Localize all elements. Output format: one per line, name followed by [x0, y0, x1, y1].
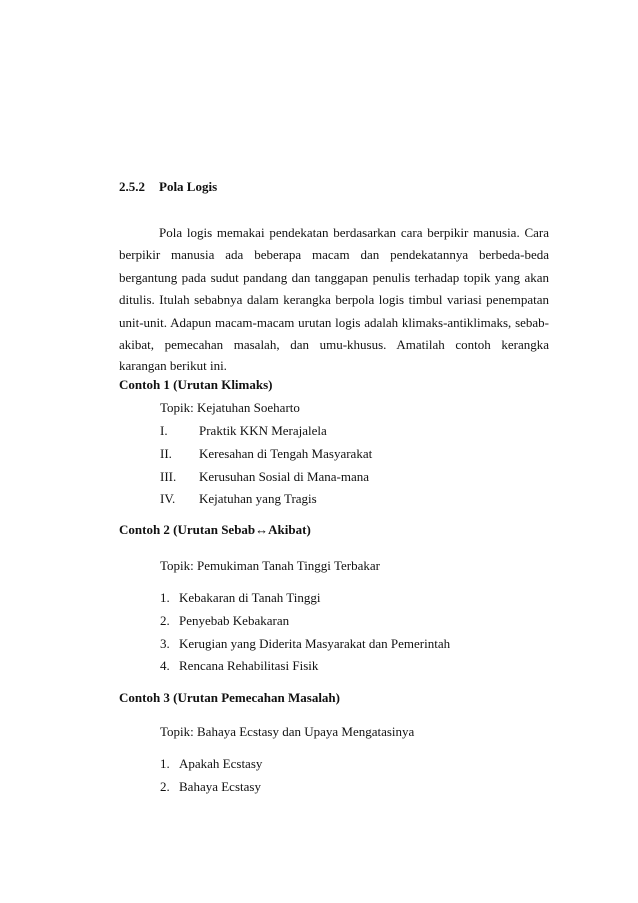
example2-item-number: 3.: [160, 636, 170, 651]
example3-item-number: 2.: [160, 779, 170, 794]
example1-item-number: III.: [160, 469, 177, 484]
example2-item-text: Penyebab Kebakaran: [179, 613, 290, 628]
paragraph-line: akibat, pemecahan masalah, dan umu-khusus. Amatilah contoh kerangka: [119, 337, 549, 352]
example3-item-text: Apakah Ecstasy: [179, 756, 263, 771]
example1-item-number: IV.: [160, 491, 176, 506]
example1-heading: Contoh 1 (Urutan Klimaks): [119, 377, 273, 392]
example3-item-text: Bahaya Ecstasy: [179, 779, 261, 794]
example1-topic: Topik: Kejatuhan Soeharto: [160, 400, 300, 415]
example2-topic: Topik: Pemukiman Tanah Tinggi Terbakar: [160, 558, 380, 573]
paragraph-line: ditulis. Itulah sebabnya dalam kerangka berpola logis timbul variasi penempatan: [119, 292, 549, 307]
example2-item-text: Rencana Rehabilitasi Fisik: [179, 658, 319, 673]
paragraph-line: berpikir manusia ada beberapa macam dan pendekatannya berbeda-beda: [119, 247, 549, 262]
example2-item-number: 1.: [160, 590, 170, 605]
example1-item-text: Praktik KKN Merajalela: [199, 423, 327, 438]
section-heading: [119, 179, 217, 195]
example1-item-text: Kejatuhan yang Tragis: [199, 491, 317, 506]
section-title: Pola Logis: [159, 179, 218, 194]
example2-item-number: 2.: [160, 613, 170, 628]
example3-topic: Topik: Bahaya Ecstasy dan Upaya Mengatasinya: [160, 724, 415, 739]
example2-heading: Contoh 2 (Urutan Sebab↔Akibat): [119, 522, 311, 537]
paragraph-line: unit-unit. Adapun macam-macam urutan logis adalah klimaks-antiklimaks, sebab-: [119, 315, 549, 330]
example3-heading: Contoh 3 (Urutan Pemecahan Masalah): [119, 690, 340, 705]
example3-item-number: 1.: [160, 756, 170, 771]
example2-item-text: Kerugian yang Diderita Masyarakat dan Pemerintah: [179, 636, 451, 651]
section-number: 2.5.2: [119, 179, 145, 194]
paragraph-line: bergantung pada sudut pandang dan tanggapan penulis terhadap topik yang akan: [119, 270, 549, 285]
paragraph-line: Pola logis memakai pendekatan berdasarkan cara berpikir manusia. Cara: [159, 225, 549, 240]
example2-item-text: Kebakaran di Tanah Tinggi: [179, 590, 321, 605]
example1-item-number: II.: [160, 446, 172, 461]
example1-item-text: Kerusuhan Sosial di Mana-mana: [199, 469, 370, 484]
paragraph-line: karangan berikut ini.: [119, 358, 227, 373]
example1-item-number: I.: [160, 423, 168, 438]
example2-item-number: 4.: [160, 658, 170, 673]
example1-item-text: Keresahan di Tengah Masyarakat: [199, 446, 373, 461]
